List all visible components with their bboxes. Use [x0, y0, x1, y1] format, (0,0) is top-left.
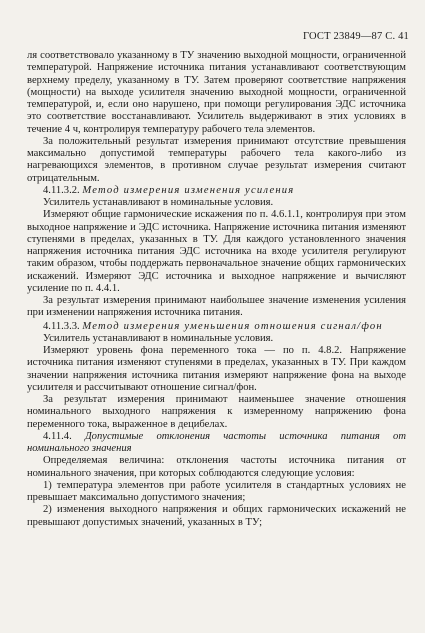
section-heading — [27, 431, 406, 456]
section-number: 4.11.4. — [43, 430, 72, 442]
list-item: 2) изменения выходного напряжения и общих гармонических искажений не превышают допустимых значений, указанных в ТУ; — [27, 504, 406, 528]
section-title: Допустимые отклонения частоты источника питания от номинального значения — [27, 430, 406, 454]
list-item: 1) температура элементов при работе усилителя в стандартных условиях не превышает максимально допустимого значения; — [27, 479, 406, 503]
section-heading — [27, 321, 406, 333]
paragraph: ля соответствовало указанному в ТУ значению выходной мощности, ограниченной температурой. Напряжение источника питания устанавливают соответствующим верхнему пределу, указанному в ТУ. Затем проверяют соответствие напряжения (мощности) на выходе усилителя значению выходной мощности, ограниченной температурой, и, если оно нарушено, при помощи регулирования ЭДС источника это соответствие восстанавливают. Усилитель выдерживают в этих условиях в течение 4 ч, контролируя температуру рабочего тела элементов. — [27, 50, 406, 135]
paragraph: За результат измерения принимают наибольшее значение изменения усиления при изменении напряжения источника питания. — [27, 295, 406, 319]
page-header: ГОСТ 23849—87 С. 41 — [303, 31, 409, 42]
section-title: Метод измерения уменьшения отношения сигнал/фон — [82, 320, 383, 332]
paragraph: Усилитель устанавливают в номинальные условия. — [43, 332, 274, 344]
document-body — [27, 50, 406, 529]
paragraph: За результат измерения принимают наименьшее значение отношения номинального выходного напряжения к измеренному напряжению фона переменного тока, выраженное в децибелах. — [27, 394, 406, 430]
section-number: 4.11.3.2. — [43, 184, 80, 196]
paragraph: Определяемая величина: отклонения частоты источника питания от номинального значения, при которых соблюдаются следующие условия: — [27, 455, 406, 479]
paragraph: Измеряют общие гармонические искажения по п. 4.6.1.1, контролируя при этом выходное напряжение и ЭДС источника. Напряжение источника питания изменяют ступенями в пределах, указанных в ТУ. Для каждого установленного значения напряжения источника питания ЭДС источника на входе усилителя регулируют таким образом, чтобы поддержать первоначальное значение общих гармонических искажений. Измеряют ЭДС источника и выходное напряжение и вычисляют усиление по п. 4.4.1. — [27, 209, 406, 294]
section-title: Метод измерения изменения усиления — [82, 184, 295, 196]
section-number: 4.11.3.3. — [43, 320, 80, 332]
paragraph: Измеряют уровень фона переменного тока — по п. 4.8.2. Напряжение источника питания изменяют ступенями в пределах, указанных в ТУ. При каждом значении напряжения источника питания измеряют напряжение фона на выходе усилителя и рассчитывают отношение сигнал/фон. — [27, 345, 406, 393]
paragraph: За положительный результат измерения принимают отсутствие превышения максимально допустимой температуры рабочего тела какого-либо из нагревающихся элементов, в противном случае результат измерения считают отрицательным. — [27, 135, 406, 184]
paragraph: Усилитель устанавливают в номинальные условия. — [43, 197, 274, 208]
section-heading — [27, 185, 406, 197]
